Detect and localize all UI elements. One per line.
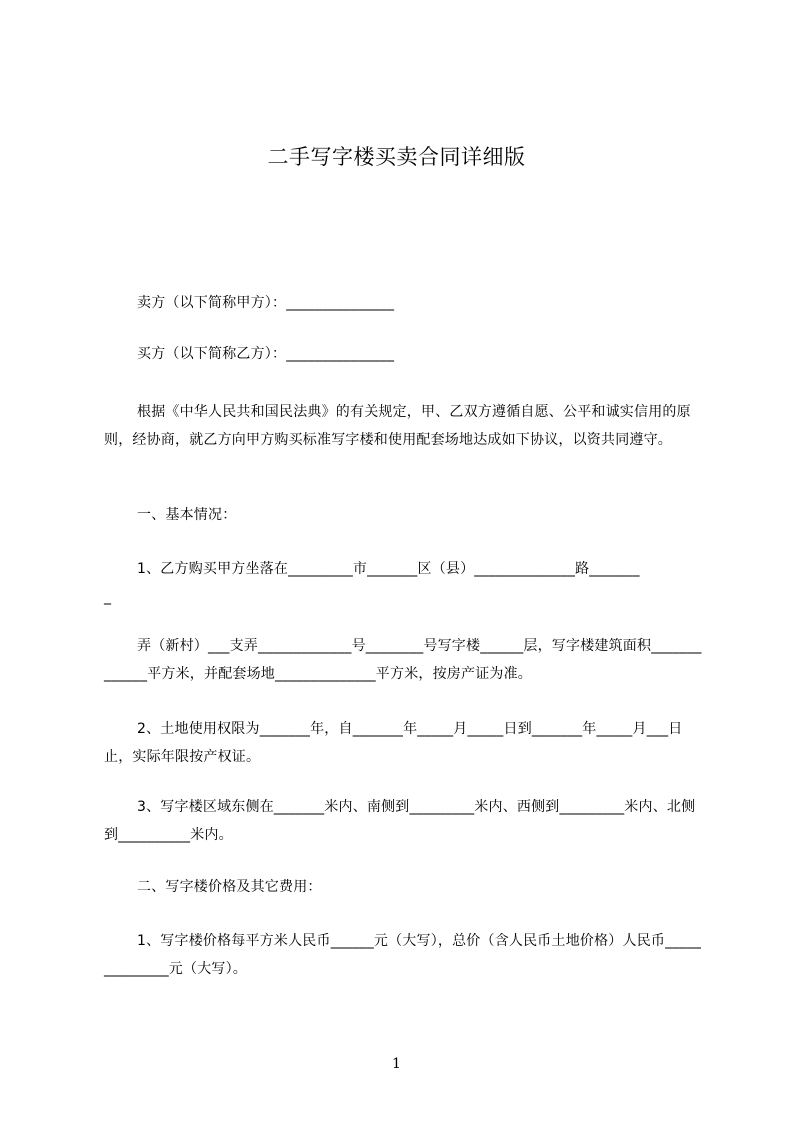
clause-1-1-continuation: 弄（新村）___支弄_____________号________号写字楼______层，写字楼建筑面积_____________平方米，并配套场地______________平方米，按房产证为准。 bbox=[104, 638, 702, 682]
section-2-heading: 二、写字楼价格及其它费用： bbox=[137, 879, 322, 895]
clause-2-1: 1、写字楼价格每平方米人民币______元（大写），总价（含人民币土地价格）人民币______________元（大写）。 bbox=[104, 933, 702, 977]
page-number: 1 bbox=[392, 1056, 401, 1072]
preamble-paragraph: 根据《中华人民共和国民法典》的有关规定，甲、乙双方遵循自愿、公平和诚实信用的原则，经协商，就乙方向甲方购买标准写字楼和使用配套场地达成如下协议，以资共同遵守。 bbox=[104, 404, 691, 448]
clause-1-2: 2、土地使用权限为_______年，自_______年_____月_____日到_______年_____月___日止，实际年限按产权证。 bbox=[104, 721, 683, 765]
buyer-line: 买方（以下简称乙方）：_______________ bbox=[137, 346, 395, 362]
clause-1-1-line-2: _ bbox=[104, 589, 112, 605]
seller-line: 卖方（以下简称甲方）：_______________ bbox=[137, 295, 395, 311]
document-title: 二手写字楼买卖合同详细版 bbox=[267, 145, 526, 169]
clause-1-3: 3、写字楼区域东侧在_______米内、南侧到_________米内、西侧到_________米内、北侧到__________米内。 bbox=[104, 799, 696, 843]
section-1-heading: 一、基本情况： bbox=[137, 507, 237, 523]
clause-1-1-line-1: 1、乙方购买甲方坐落在_________市_______区（县）______________路_______ bbox=[137, 561, 640, 577]
